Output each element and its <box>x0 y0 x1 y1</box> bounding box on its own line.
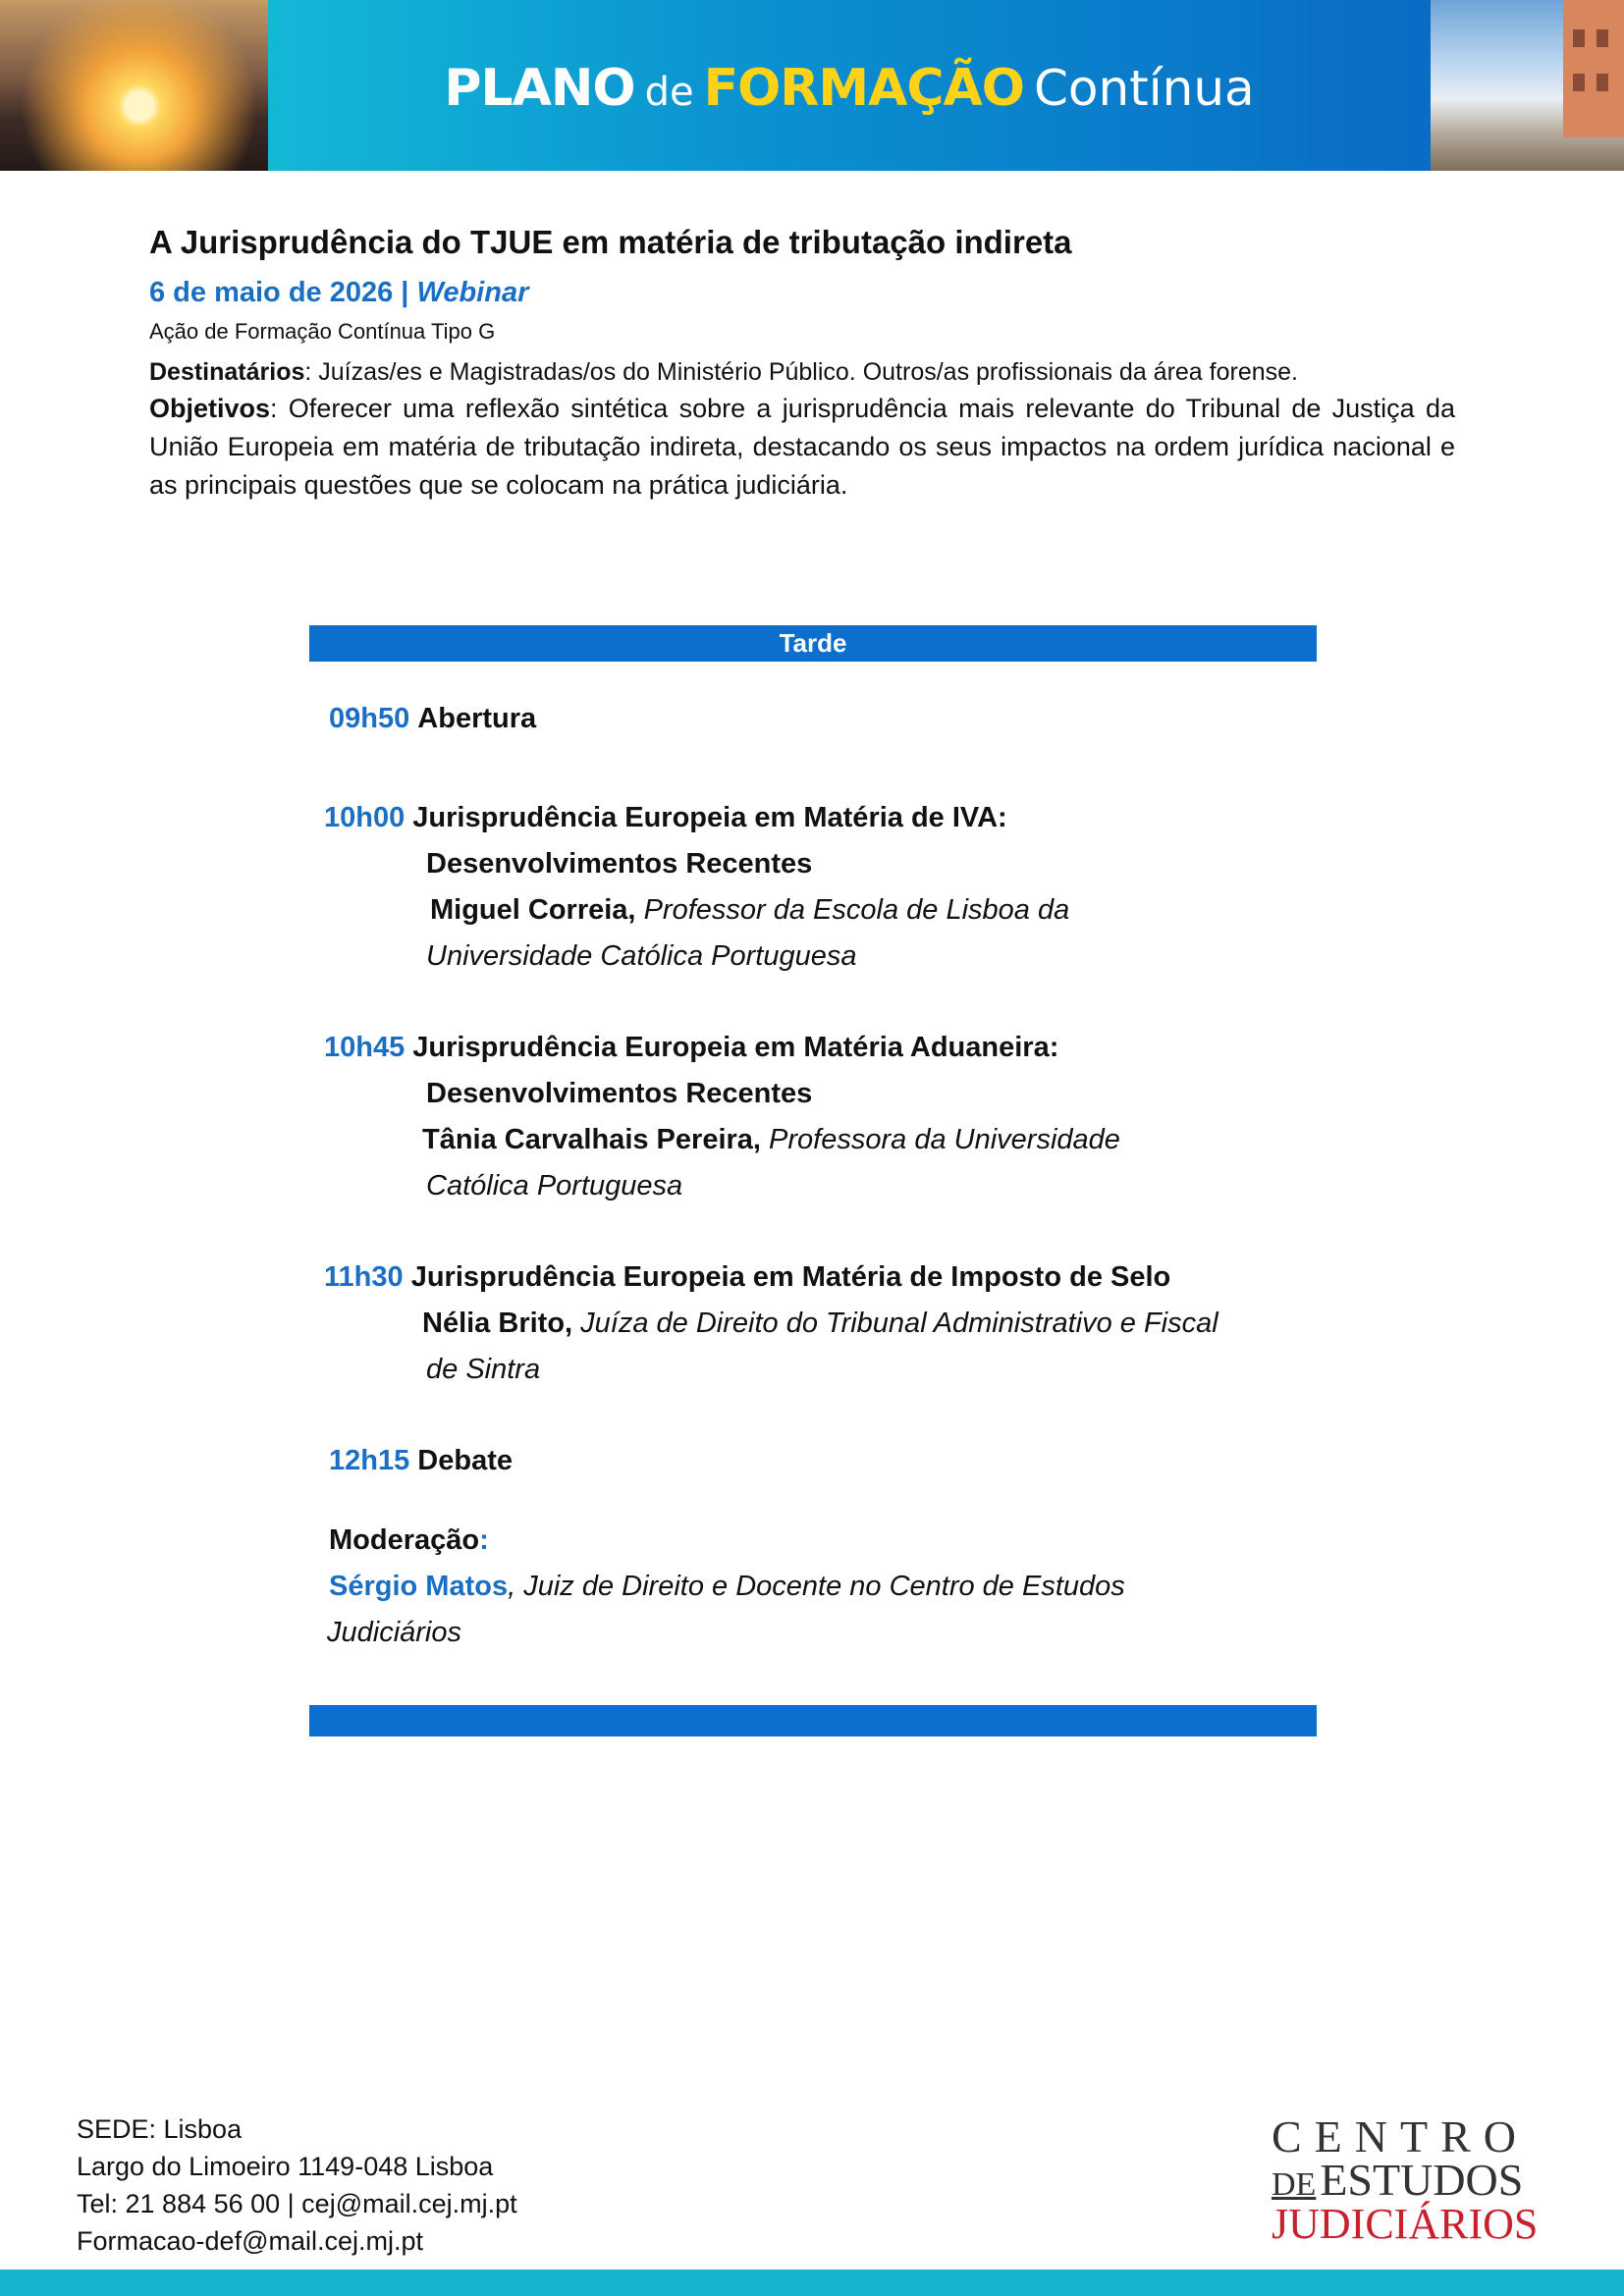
logo-de: DE <box>1272 2166 1317 2203</box>
header-banner <box>0 0 1624 171</box>
speaker-name: Miguel Correia, <box>430 894 636 926</box>
speaker-name: Tânia Carvalhais Pereira, <box>422 1124 761 1155</box>
footer-line-contact: Tel: 21 884 56 00 | cej@mail.cej.mj.pt <box>77 2189 517 2218</box>
item-title: Jurisprudência Europeia em Matéria de Imposto de Selo <box>410 1261 1171 1293</box>
banner-word-continua: Contínua <box>1033 60 1255 117</box>
speaker-role: Juíza de Direito do Tribunal Administrativo e Fiscal <box>580 1308 1218 1339</box>
banner-word-formacao: FORMAÇÃO <box>703 59 1024 118</box>
speaker-role-cont: de Sintra <box>426 1354 541 1385</box>
cej-logo <box>1272 2110 1537 2248</box>
banner-word-plano: PLANO <box>444 59 635 118</box>
course-date: 6 de maio de 2026 | <box>149 277 417 308</box>
item-title: Debate <box>417 1445 513 1476</box>
footer-line-email: Formacao-def@mail.cej.mj.pt <box>77 2226 424 2256</box>
speaker-role-cont: Universidade Católica Portuguesa <box>426 940 857 972</box>
item-time: 09h50 <box>329 703 410 734</box>
item-time: 10h45 <box>324 1032 406 1063</box>
footer-line-address: Largo do Limoeiro 1149-048 Lisboa <box>77 2152 494 2181</box>
item-title: Abertura <box>417 703 537 734</box>
action-type: Ação de Formação Contínua Tipo G <box>149 319 496 344</box>
banner-title <box>268 59 1431 118</box>
moderator-role: , Juiz de Direito e Docente no Centro de Estudos <box>508 1571 1125 1602</box>
speaker-name: Nélia Brito, <box>422 1308 573 1339</box>
banner-word-de: de <box>644 70 694 115</box>
destinatarios-text: : Juízas/es e Magistradas/os do Ministério Público. Outros/as profissionais da área forense. <box>304 358 1298 386</box>
speaker-role-cont: Católica Portuguesa <box>426 1170 683 1201</box>
destinatarios-paragraph <box>149 354 1455 390</box>
speaker-role: Professor da Escola de Lisboa da <box>643 894 1070 926</box>
period-header: Tarde <box>309 625 1317 662</box>
logo-judiciarios: JUDICIÁRIOS <box>1272 2200 1539 2248</box>
course-title: A Jurisprudência do TJUE em matéria de tributação indireta <box>149 224 1072 260</box>
item-time: 10h00 <box>324 802 406 833</box>
course-intro <box>149 224 1455 505</box>
item-title-cont: Desenvolvimentos Recentes <box>426 848 813 880</box>
speaker-role: Professora da Universidade <box>769 1124 1120 1155</box>
footer-address <box>77 2110 517 2260</box>
moderator-name: Sérgio Matos <box>329 1571 509 1602</box>
moderation-label: Moderação <box>329 1524 480 1556</box>
objetivos-label: Objetivos <box>149 394 271 423</box>
sunset-photo <box>0 0 268 171</box>
logo-estudos: ESTUDOS <box>1320 2155 1524 2205</box>
objetivos-paragraph <box>149 390 1455 505</box>
logo-centro: CENTRO <box>1272 2111 1529 2162</box>
item-title: Jurisprudência Europeia em Matéria Aduaneira: <box>412 1032 1059 1063</box>
moderation-colon: : <box>479 1524 489 1556</box>
item-title-cont: Desenvolvimentos Recentes <box>426 1078 813 1109</box>
tower-photo <box>1431 0 1624 171</box>
course-format: Webinar <box>416 277 529 308</box>
programme-footer-bar <box>309 1705 1317 1736</box>
item-time: 12h15 <box>329 1445 410 1476</box>
item-title: Jurisprudência Europeia em Matéria de IVA: <box>412 802 1007 833</box>
footer-strip <box>0 2269 1624 2296</box>
footer-line-sede: SEDE: Lisboa <box>77 2114 243 2144</box>
moderator-role-cont: Judiciários <box>327 1617 461 1648</box>
course-date-line <box>149 277 1455 309</box>
item-time: 11h30 <box>324 1261 404 1293</box>
objetivos-text: : Oferecer uma reflexão sintética sobre a jurisprudência mais relevante do Tribunal de Justiça da União Europeia em matéria de tributação indireta, destacando os seus impactos na ordem jurídica nacional e as principais questões que se colocam na prática judiciária. <box>149 394 1455 500</box>
destinatarios-label: Destinatários <box>149 358 305 386</box>
